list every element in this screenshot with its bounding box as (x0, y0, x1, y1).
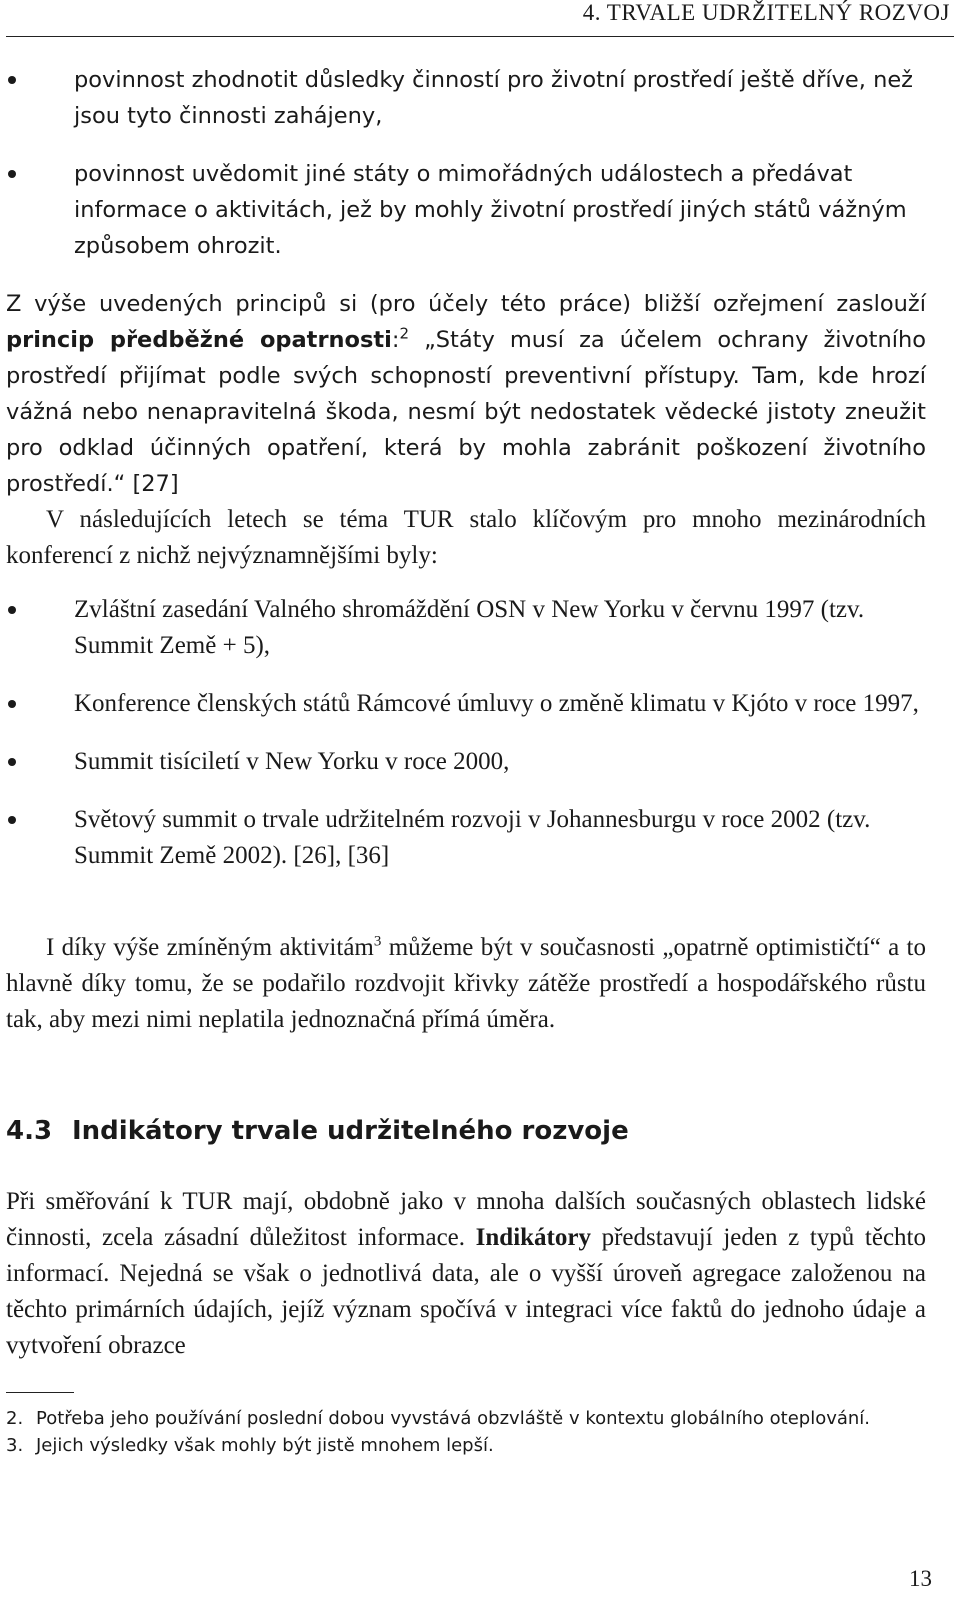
paragraph-precaution (6, 286, 926, 502)
paragraph-lead: Z výše uvedených principů si (pro účely této práce) bližší ozřejmení zaslouží (6, 291, 926, 317)
footnote-number: 3. (6, 1435, 24, 1456)
footnotes (6, 1405, 936, 1459)
paragraph-conferences: V následujících letech se téma TUR stalo klíčovým pro mnoho mezinárodních konferencí z nichž nejvýznamnějšími byly: (6, 506, 926, 569)
list-item (6, 156, 946, 264)
footnote-number: 2. (6, 1408, 24, 1429)
section-heading (6, 1116, 629, 1146)
term-indicators: Indikátory (475, 1224, 591, 1251)
list-item-text: povinnost uvědomit jiné státy o mimořádných událostech a předávat informace o aktivitách, jež by mohly životní prostředí jiných států vážným způsobem ohrozit. (74, 161, 907, 259)
paragraph-quote: „Státy musí za účelem ochrany životního prostředí přijímat podle svých schopností preventivní přístupy. Tam, kde hrozí vážná nebo nenapravitelná škoda, nesmí být nedostatek vědecké jistoty zneužit pro odklad účinných opatření, která by mohla zabránit poškození životního prostředí.“ [27] (6, 327, 926, 497)
list-item-text: Světový summit o trvale udržitelném rozvoji v Johannesburgu v roce 2002 (tzv. Summit Země 2002). [26], [36] (74, 806, 871, 869)
paragraph-lead: Při směřování k TUR mají, obdobně jako v mnoha dalších současných oblastech lidské činnosti, zcela zásadní důležitost informace. (6, 1188, 926, 1251)
footnote-ref[interactable]: 2 (399, 324, 410, 343)
bullet-icon (8, 816, 16, 824)
footnote (6, 1405, 936, 1432)
list-item (6, 686, 946, 722)
footnote-text: Potřeba jeho používání poslední dobou vyvstává obzvláště v kontextu globálního oteplování. (36, 1408, 871, 1429)
paragraph-rest: můžeme být v současnosti „opatrně optimističtí“ a to hlavně díky tomu, že se podařilo rozdvojit křivky zátěže prostředí a hospodářského růstu tak, aby mezi nimi neplatila jednoznačná přímá úměra. (6, 934, 926, 1033)
conferences-list (6, 592, 946, 874)
footnote-text: Jejich výsledky však mohly být jistě mnohem lepší. (36, 1435, 494, 1456)
footnote-rule (6, 1392, 74, 1393)
page-number: 13 (909, 1566, 932, 1591)
header-rule (6, 36, 954, 37)
footnote (6, 1432, 936, 1459)
bullet-icon (8, 700, 16, 708)
paragraph-optimism (6, 930, 926, 1038)
paragraph-rest: představují jeden z typů těchto informací. Nejedná se však o jednotlivá data, ale o vyšší úroveň agregace založenou na těchto primárních údajích, jejíž význam spočívá v integraci více faktů do jednoho údaje a vytvoření obrazce (6, 1224, 926, 1359)
list-item-text: Summit tisíciletí v New Yorku v roce 2000, (74, 748, 510, 775)
section-title: Indikátory trvale udržitelného rozvoje (72, 1116, 629, 1146)
term-precaution: princip předběžné opatrnosti (6, 327, 392, 353)
principles-list (6, 62, 946, 264)
list-item (6, 62, 946, 134)
footnote-ref[interactable]: 3 (373, 933, 382, 950)
term-colon: : (391, 327, 400, 353)
list-item-text: povinnost zhodnotit důsledky činností pro životní prostředí ještě dříve, než jsou tyto činnosti zahájeny, (74, 67, 913, 129)
list-item (6, 802, 946, 874)
paragraph-indicators (6, 1184, 926, 1364)
paragraph-lead: I díky výše zmíněným aktivitám (46, 934, 374, 961)
bullet-icon (8, 606, 16, 614)
bullet-icon (8, 170, 16, 178)
bullet-icon (8, 76, 16, 84)
running-head: 4. TRVALE UDRŽITELNÝ ROZVOJ (582, 0, 950, 25)
list-item-text: Konference členských států Rámcové úmluvy o změně klimatu v Kjóto v roce 1997, (74, 690, 919, 717)
bullet-icon (8, 758, 16, 766)
section-number: 4.3 (6, 1116, 53, 1146)
list-item-text: Zvláštní zasedání Valného shromáždění OSN v New Yorku v červnu 1997 (tzv. Summit Země + 5), (74, 596, 865, 659)
list-item (6, 744, 946, 780)
list-item (6, 592, 946, 664)
